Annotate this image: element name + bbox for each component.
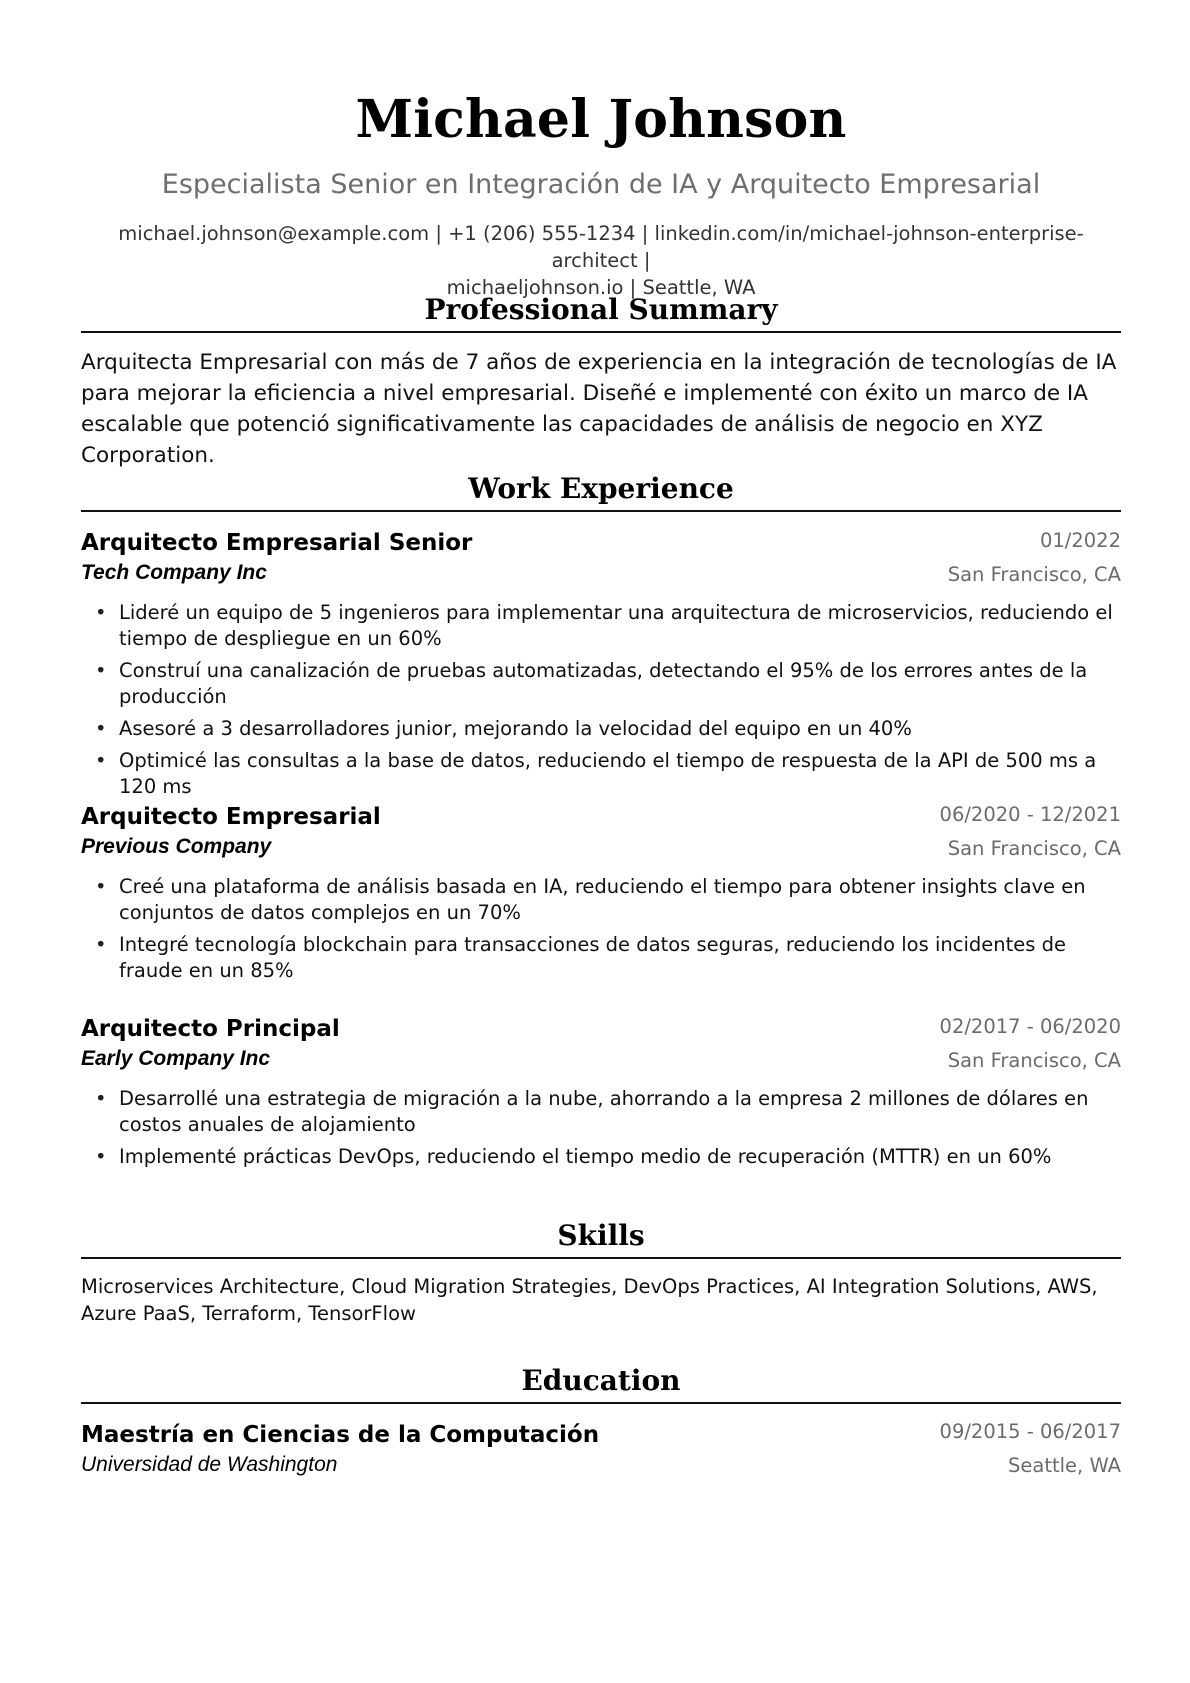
job-title: Arquitecto Principal [81, 1016, 340, 1042]
school-name: Universidad de Washington [81, 1453, 338, 1476]
job-title: Arquitecto Empresarial [81, 804, 381, 830]
education-location: Seattle, WA [1008, 1454, 1121, 1477]
degree-title: Maestría en Ciencias de la Computación [81, 1422, 600, 1448]
job-bullets [81, 600, 1121, 806]
bullet-item: • Integré tecnología blockchain para transacciones de datos seguras, reduciendo los incidentes de fraude en un 85% [81, 932, 1121, 984]
bullet-item: • Desarrollé una estrategia de migración a la nube, ahorrando a la empresa 2 millones de dólares en costos anuales de alojamiento [81, 1086, 1121, 1138]
job-bullets [81, 1086, 1121, 1176]
bullet-item: • Lideré un equipo de 5 ingenieros para implementar una arquitectura de microservicios, reduciendo el tiempo de despliegue en un 60% [81, 600, 1121, 652]
section-divider [81, 331, 1121, 333]
candidate-name: Michael Johnson [355, 89, 847, 150]
job-location: San Francisco, CA [947, 563, 1121, 586]
job-location: San Francisco, CA [947, 1049, 1121, 1072]
section-title-summary: Professional Summary [424, 293, 778, 326]
candidate-headline: Especialista Senior en Integración de IA y Arquitecto Empresarial [161, 169, 1041, 200]
bullet-item: • Construí una canalización de pruebas automatizadas, detectando el 95% de los errores antes de la producción [81, 658, 1121, 710]
contact-line-2: michaeljohnson.io | Seattle, WA [446, 276, 756, 299]
section-title-education: Education [521, 1364, 681, 1397]
section-title-experience: Work Experience [468, 472, 734, 505]
job-title: Arquitecto Empresarial Senior [81, 530, 473, 556]
job-location: San Francisco, CA [947, 837, 1121, 860]
job-dates: 01/2022 [1039, 529, 1121, 552]
section-title-skills: Skills [557, 1219, 645, 1252]
section-divider [81, 510, 1121, 512]
job-dates: 06/2020 - 12/2021 [939, 803, 1121, 826]
section-divider [81, 1402, 1121, 1404]
contact-line-1: michael.johnson@example.com | +1 (206) 555-1234 | linkedin.com/in/michael-johnson-enterprise-architect | [118, 222, 1084, 272]
skills-list: Microservices Architecture, Cloud Migration Strategies, DevOps Practices, AI Integration Solutions, AWS, Azure PaaS, Terraform, TensorFlow [81, 1275, 1098, 1325]
company-name: Early Company Inc [81, 1047, 271, 1070]
job-dates: 02/2017 - 06/2020 [939, 1015, 1121, 1038]
bullet-item: • Optimicé las consultas a la base de datos, reduciendo el tiempo de respuesta de la API de 500 ms a 120 ms [81, 748, 1121, 800]
bullet-item: • Implementé prácticas DevOps, reduciendo el tiempo medio de recuperación (MTTR) en un 60% [81, 1144, 1121, 1170]
company-name: Tech Company Inc [81, 561, 267, 584]
job-bullets [81, 874, 1121, 990]
summary-text: Arquitecta Empresarial con más de 7 años de experiencia en la integración de tecnologías de IA para mejorar la eficiencia a nivel empresarial. Diseñé e implementé con éxito un marco de IA escalable que potenció significativamente las capacidades de análisis de negocio en XYZ Corporation. [81, 350, 1117, 468]
contact-info [81, 220, 1121, 301]
bullet-item: • Asesoré a 3 desarrolladores junior, mejorando la velocidad del equipo en un 40% [81, 716, 1121, 742]
section-divider [81, 1257, 1121, 1259]
education-dates: 09/2015 - 06/2017 [939, 1420, 1121, 1443]
company-name: Previous Company [81, 835, 272, 858]
bullet-item: • Creé una plataforma de análisis basada en IA, reduciendo el tiempo para obtener insights clave en conjuntos de datos complejos en un 70% [81, 874, 1121, 926]
